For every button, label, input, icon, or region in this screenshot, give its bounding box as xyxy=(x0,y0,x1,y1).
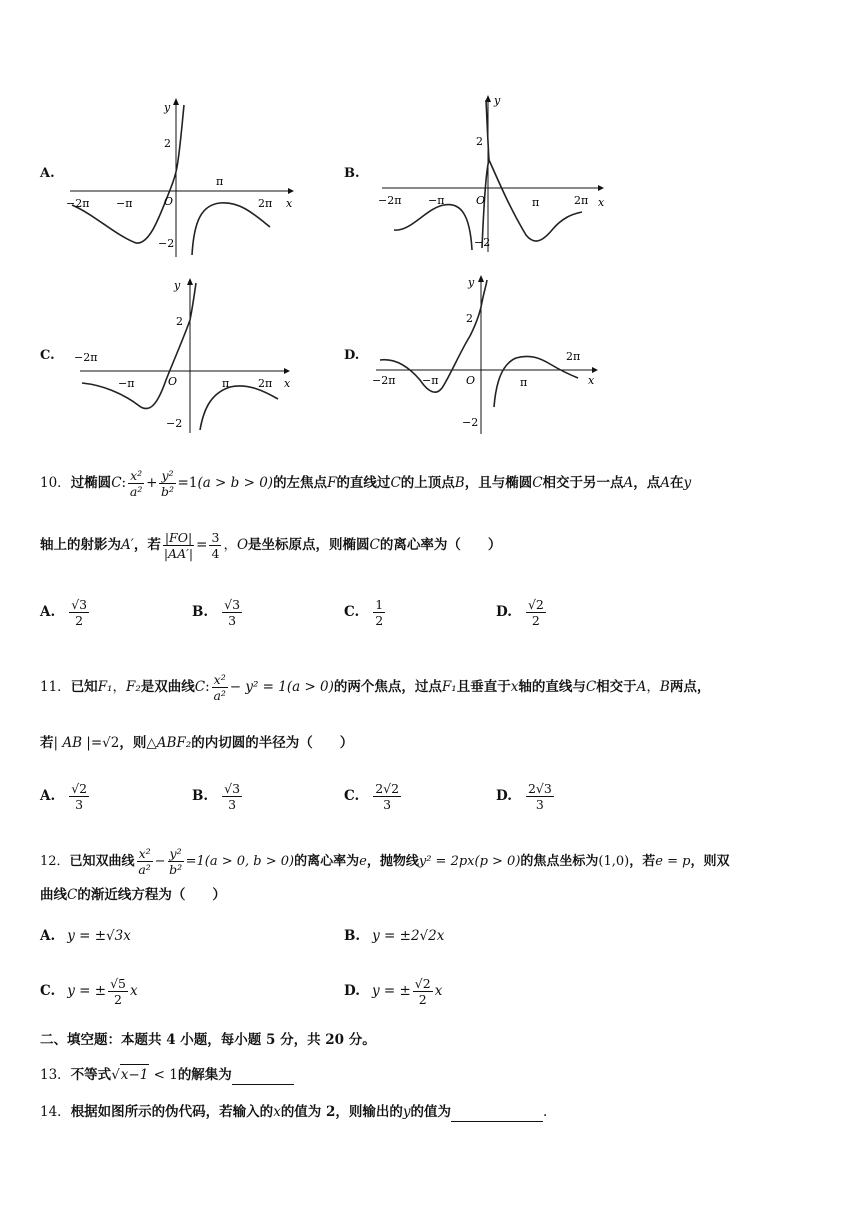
q11-line1: 11．已知F₁，F₂是双曲线C: $\frac{\text{x²}}{\text{a²}}$ − y² = 1(a > 0)的两个焦点，过点F₁且垂直于x轴的直线与C相交于A，B两点， xyxy=(40,672,711,703)
x-axis-label: x xyxy=(588,374,595,387)
curve-left xyxy=(72,105,184,243)
origin-label: O xyxy=(476,194,486,207)
origin-label: O xyxy=(168,375,178,388)
tick-2: 2 xyxy=(176,315,183,328)
q11-line2: 若| AB |=√2，则△ABF₂的内切圆的半径为（ ） xyxy=(40,735,354,751)
y-axis-label: y xyxy=(164,101,171,114)
tick-pi: π xyxy=(520,376,528,389)
tick-neg2: −2 xyxy=(158,237,175,250)
option-c-label: C. xyxy=(40,348,55,363)
curve-left xyxy=(394,205,472,250)
y-axis-label: y xyxy=(494,94,501,107)
q14-answer-blank[interactable] xyxy=(451,1105,543,1122)
x-axis-label: x xyxy=(284,377,291,390)
q10-line2: 轴上的射影为A′，若 $\frac{|FO|}{|AA'|}$ = $\frac{3}{4}$ ，O是坐标原点，则椭圆C的离心率为（ ） xyxy=(40,530,502,561)
graph-d xyxy=(370,272,610,441)
origin-label: O xyxy=(164,195,174,208)
q10-option-c[interactable]: C. $\frac{1}{2}$ xyxy=(344,597,384,628)
tick-neg2pi: −2π xyxy=(378,194,402,207)
tick-2: 2 xyxy=(476,135,483,148)
tick-neg2: −2 xyxy=(166,417,183,430)
tick-2pi: 2π xyxy=(258,377,273,390)
q12-option-c[interactable]: C. y = ± $\frac{√5}{2}$ x xyxy=(40,976,138,1007)
q11-option-a[interactable]: A. $\frac{√2}{3}$ xyxy=(40,781,88,812)
tick-pi: π xyxy=(222,377,230,390)
y-axis-label: y xyxy=(174,279,181,292)
tick-neg2pi: −2π xyxy=(74,351,98,364)
q10-option-d[interactable]: D. $\frac{√2}{2}$ xyxy=(496,597,544,628)
q12-line1: 12．已知双曲线 $\frac{\text{x²}}{\text{a²}}$ − $\frac{\text{y²}}{\text{b²}}$ =1(a > 0, b > 0)的离心率为e，抛物线y² = 2px(p > 0)的焦点坐标为(1,0)，若e = p，则双 xyxy=(40,846,730,877)
option-a-label: A. xyxy=(40,166,55,181)
tick-pi: π xyxy=(532,196,540,209)
origin-label: O xyxy=(466,374,476,387)
tick-negpi: −π xyxy=(116,197,133,210)
graph-a xyxy=(60,95,300,264)
option-d-label: D. xyxy=(344,348,360,363)
curve-right xyxy=(192,203,270,255)
q12-line2: 曲线C的渐近线方程为（ ） xyxy=(40,887,226,903)
tick-2: 2 xyxy=(466,312,473,325)
y-axis-label: y xyxy=(468,276,475,289)
option-b-label: B. xyxy=(344,166,360,181)
tick-neg2pi: −2π xyxy=(372,374,396,387)
q10-option-b[interactable]: B. $\frac{√3}{3}$ xyxy=(192,597,241,628)
q13-answer-blank[interactable] xyxy=(232,1068,294,1085)
q14: 14．根据如图所示的伪代码，若输入的x的值为 2，则输出的y的值为 . xyxy=(40,1104,548,1120)
x-axis-label: x xyxy=(598,196,605,209)
curve-right xyxy=(200,386,278,430)
q12-option-b[interactable]: B. y = ±2√2x xyxy=(344,928,445,944)
q12-option-a[interactable]: A. y = ±√3x xyxy=(40,928,131,944)
tick-2pi: 2π xyxy=(258,197,273,210)
tick-2pi: 2π xyxy=(566,350,581,363)
curve-right xyxy=(494,356,578,407)
tick-neg2pi: −2π xyxy=(66,197,90,210)
tick-2pi: 2π xyxy=(574,194,589,207)
tick-2: 2 xyxy=(164,137,171,150)
graph-c xyxy=(72,275,302,439)
tick-neg2: −2 xyxy=(474,236,491,249)
section-fill-in-heading: 二、填空题：本题共 4 小题，每小题 5 分，共 20 分。 xyxy=(40,1032,376,1048)
q13: 13．不等式√x−1 < 1的解集为 xyxy=(40,1064,294,1085)
q10-option-a[interactable]: A. $\frac{√3}{2}$ xyxy=(40,597,88,628)
tick-negpi: −π xyxy=(422,374,439,387)
q11-option-b[interactable]: B. $\frac{√3}{3}$ xyxy=(192,781,241,812)
q10-line1: 10．过椭圆C: $\frac{\text{x²}}{\text{a²}}$ + $\frac{\text{y²}}{\text{b²}}$ =1(a > b > 0)的左焦点F的直线过C的上顶点B，且与椭圆C相交于另一点A，点A在y xyxy=(40,468,692,499)
q11-option-d[interactable]: D. $\frac{2√3}{3}$ xyxy=(496,781,552,812)
graph-b xyxy=(376,90,616,259)
x-axis-label: x xyxy=(286,197,293,210)
tick-negpi: −π xyxy=(118,377,135,390)
q11-option-c[interactable]: C. $\frac{2√2}{3}$ xyxy=(344,781,400,812)
tick-negpi: −π xyxy=(428,194,445,207)
q12-option-d[interactable]: D. y = ± $\frac{√2}{2}$ x xyxy=(344,976,443,1007)
tick-pi: π xyxy=(216,175,224,188)
curve-left xyxy=(82,283,196,409)
tick-neg2: −2 xyxy=(462,416,479,429)
